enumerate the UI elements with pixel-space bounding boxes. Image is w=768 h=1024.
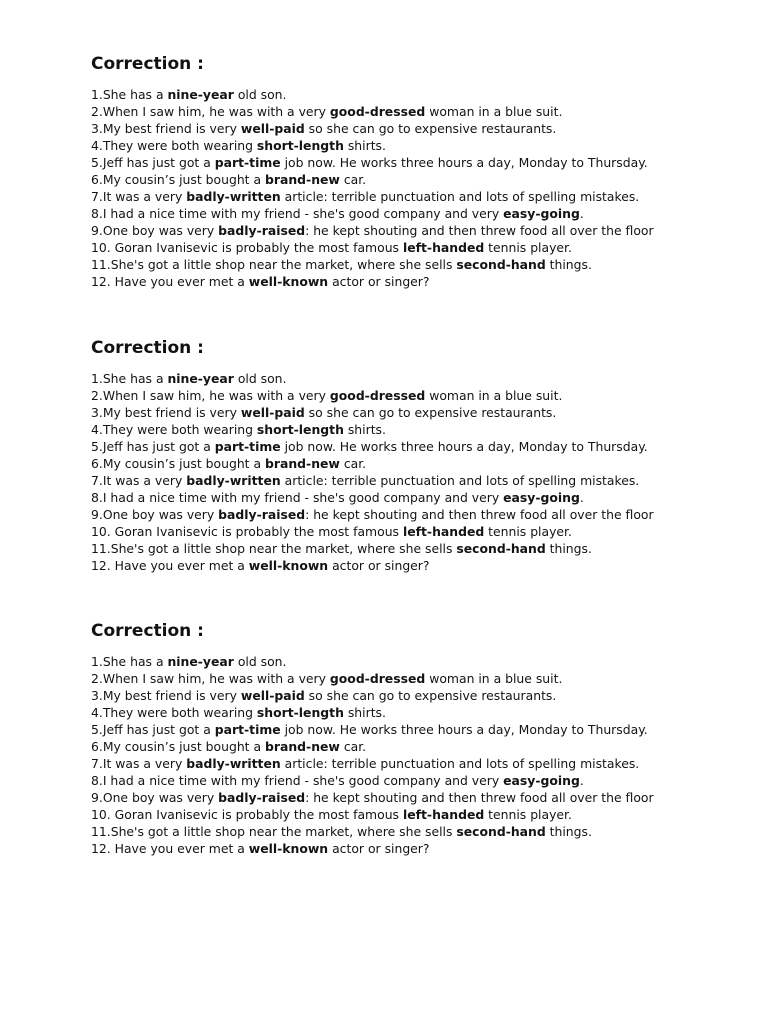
sentence-text: 1.She has a <box>91 371 168 386</box>
sentence-text: so she can go to expensive restaurants. <box>304 121 557 136</box>
sentence-text: 12. Have you ever met a <box>91 274 249 289</box>
sentence-item <box>91 823 711 840</box>
sentence-text: article: terrible punctuation and lots of spelling mistakes. <box>280 189 640 204</box>
sentence-text: : he kept shouting and then threw food all over the floor <box>305 223 654 238</box>
sentence-text: 5.Jeff has just got a <box>91 722 215 737</box>
sentence-text: : he kept shouting and then threw food all over the floor <box>305 790 654 805</box>
sentence-text: shirts. <box>343 422 386 437</box>
sentence-text: 11.She's got a little shop near the market, where she sells <box>91 541 457 556</box>
sentence-item <box>91 387 711 404</box>
sentence-item <box>91 137 711 154</box>
sentence-text: things. <box>545 257 592 272</box>
sentence-item <box>91 273 711 290</box>
sentence-text: 4.They were both wearing <box>91 138 257 153</box>
answer-word: left-handed <box>402 240 485 255</box>
sentence-text: actor or singer? <box>328 558 430 573</box>
sentence-text: article: terrible punctuation and lots of spelling mistakes. <box>280 756 640 771</box>
sentence-text: 7.It was a very <box>91 189 187 204</box>
sentence-text: woman in a blue suit. <box>425 104 563 119</box>
sentence-text: 12. Have you ever met a <box>91 841 249 856</box>
sentence-text: 7.It was a very <box>91 756 187 771</box>
answer-word: brand-new <box>265 172 340 187</box>
sentence-item <box>91 188 711 205</box>
answer-word: nine-year <box>167 371 234 386</box>
correction-list <box>91 370 751 574</box>
sentence-item <box>91 455 711 472</box>
answer-word: badly-written <box>186 473 281 488</box>
sentence-text: 2.When I saw him, he was with a very <box>91 104 330 119</box>
sentence-text: car. <box>339 456 367 471</box>
answer-word: easy-going <box>503 773 580 788</box>
sentence-text: 9.One boy was very <box>91 790 219 805</box>
sentence-text: 2.When I saw him, he was with a very <box>91 671 330 686</box>
sentence-text: 10. Goran Ivanisevic is probably the most famous <box>91 524 403 539</box>
sentence-text: 10. Goran Ivanisevic is probably the most famous <box>91 807 403 822</box>
answer-word: second-hand <box>456 257 546 272</box>
sentence-text: shirts. <box>343 138 386 153</box>
sentence-text: job now. He works three hours a day, Monday to Thursday. <box>280 155 648 170</box>
answer-word: well-known <box>248 558 329 573</box>
answer-word: brand-new <box>265 739 340 754</box>
answer-word: left-handed <box>402 807 485 822</box>
sentence-text: article: terrible punctuation and lots of spelling mistakes. <box>280 473 640 488</box>
answer-word: badly-raised <box>218 790 306 805</box>
answer-word: nine-year <box>167 87 234 102</box>
answer-word: badly-written <box>186 756 281 771</box>
answer-word: good-dressed <box>329 388 426 403</box>
sentence-item <box>91 222 711 239</box>
answer-word: well-paid <box>240 121 305 136</box>
sentence-text: 3.My best friend is very <box>91 405 241 420</box>
sentence-item <box>91 256 711 273</box>
answer-word: brand-new <box>265 456 340 471</box>
sentence-text: 4.They were both wearing <box>91 705 257 720</box>
sentence-text: 2.When I saw him, he was with a very <box>91 388 330 403</box>
answer-word: nine-year <box>167 654 234 669</box>
sentence-text: 5.Jeff has just got a <box>91 155 215 170</box>
sentence-item <box>91 239 711 256</box>
correction-list <box>91 86 751 290</box>
sentence-text: job now. He works three hours a day, Monday to Thursday. <box>280 722 648 737</box>
answer-word: short-length <box>256 422 344 437</box>
sentence-item <box>91 772 711 789</box>
answer-word: second-hand <box>456 824 546 839</box>
section-heading: Correction : <box>91 621 204 641</box>
answer-word: left-handed <box>402 524 485 539</box>
sentence-item <box>91 523 711 540</box>
sentence-text: 8.I had a nice time with my friend - she's good company and very <box>91 773 504 788</box>
sentence-item <box>91 840 711 857</box>
correction-section <box>91 336 751 574</box>
sentence-item <box>91 171 711 188</box>
sentence-text: 1.She has a <box>91 87 168 102</box>
sentence-text: tennis player. <box>484 807 572 822</box>
sentence-text: old son. <box>233 371 287 386</box>
answer-word: easy-going <box>503 490 580 505</box>
sentence-text: . <box>579 206 584 221</box>
correction-list <box>91 653 751 857</box>
sentence-text: : he kept shouting and then threw food all over the floor <box>305 507 654 522</box>
sentence-text: 1.She has a <box>91 654 168 669</box>
sentence-text: car. <box>339 739 367 754</box>
answer-word: good-dressed <box>329 671 426 686</box>
answer-word: part-time <box>214 439 281 454</box>
answer-word: well-known <box>248 841 329 856</box>
sentence-text: so she can go to expensive restaurants. <box>304 688 557 703</box>
sentence-text: old son. <box>233 87 287 102</box>
sentence-text: 6.My cousin’s just bought a <box>91 739 266 754</box>
sentence-text: 6.My cousin’s just bought a <box>91 172 266 187</box>
answer-word: well-paid <box>240 688 305 703</box>
sentence-item <box>91 738 711 755</box>
sentence-item <box>91 557 711 574</box>
answer-word: good-dressed <box>329 104 426 119</box>
answer-word: well-paid <box>240 405 305 420</box>
sentence-text: shirts. <box>343 705 386 720</box>
sentence-item <box>91 506 711 523</box>
sentence-text: 4.They were both wearing <box>91 422 257 437</box>
sentence-text: so she can go to expensive restaurants. <box>304 405 557 420</box>
sentence-item <box>91 86 711 103</box>
sentence-item <box>91 540 711 557</box>
sentence-item <box>91 704 711 721</box>
sentence-item <box>91 721 711 738</box>
sentence-text: 11.She's got a little shop near the market, where she sells <box>91 824 457 839</box>
answer-word: easy-going <box>503 206 580 221</box>
sentence-text: tennis player. <box>484 524 572 539</box>
sentence-text: woman in a blue suit. <box>425 671 563 686</box>
sentence-text: things. <box>545 541 592 556</box>
sentence-item <box>91 653 711 670</box>
sentence-item <box>91 755 711 772</box>
sentence-text: tennis player. <box>484 240 572 255</box>
answer-word: part-time <box>214 155 281 170</box>
sentence-item <box>91 687 711 704</box>
sentence-item <box>91 205 711 222</box>
sentence-text: 5.Jeff has just got a <box>91 439 215 454</box>
sentence-text: car. <box>339 172 367 187</box>
sentence-text: actor or singer? <box>328 841 430 856</box>
sentence-text: 11.She's got a little shop near the market, where she sells <box>91 257 457 272</box>
section-heading: Correction : <box>91 338 204 358</box>
sentence-item <box>91 404 711 421</box>
correction-section <box>91 52 751 290</box>
sentence-text: old son. <box>233 654 287 669</box>
answer-word: badly-written <box>186 189 281 204</box>
sentence-text: 6.My cousin’s just bought a <box>91 456 266 471</box>
sentence-text: 9.One boy was very <box>91 507 219 522</box>
sentence-text: 10. Goran Ivanisevic is probably the most famous <box>91 240 403 255</box>
sentence-item <box>91 472 711 489</box>
sentence-item <box>91 154 711 171</box>
sentence-text: job now. He works three hours a day, Monday to Thursday. <box>280 439 648 454</box>
answer-word: well-known <box>248 274 329 289</box>
sentence-text: things. <box>545 824 592 839</box>
sentence-item <box>91 670 711 687</box>
sentence-text: 7.It was a very <box>91 473 187 488</box>
answer-word: second-hand <box>456 541 546 556</box>
sentence-item <box>91 370 711 387</box>
sentence-item <box>91 489 711 506</box>
sentence-item <box>91 438 711 455</box>
correction-section <box>91 619 751 857</box>
sentence-item <box>91 806 711 823</box>
sentence-text: . <box>579 773 584 788</box>
answer-word: part-time <box>214 722 281 737</box>
sentence-item <box>91 103 711 120</box>
answer-word: short-length <box>256 138 344 153</box>
sentence-text: actor or singer? <box>328 274 430 289</box>
sentence-text: . <box>579 490 584 505</box>
sentence-text: woman in a blue suit. <box>425 388 563 403</box>
sentence-item <box>91 421 711 438</box>
answer-word: badly-raised <box>218 507 306 522</box>
answer-word: badly-raised <box>218 223 306 238</box>
sentence-text: 8.I had a nice time with my friend - she's good company and very <box>91 490 504 505</box>
sentence-item <box>91 789 711 806</box>
sentence-text: 8.I had a nice time with my friend - she's good company and very <box>91 206 504 221</box>
sentence-text: 3.My best friend is very <box>91 688 241 703</box>
section-heading: Correction : <box>91 54 204 74</box>
sentence-text: 3.My best friend is very <box>91 121 241 136</box>
sentence-text: 12. Have you ever met a <box>91 558 249 573</box>
answer-word: short-length <box>256 705 344 720</box>
sentence-text: 9.One boy was very <box>91 223 219 238</box>
sentence-item <box>91 120 711 137</box>
